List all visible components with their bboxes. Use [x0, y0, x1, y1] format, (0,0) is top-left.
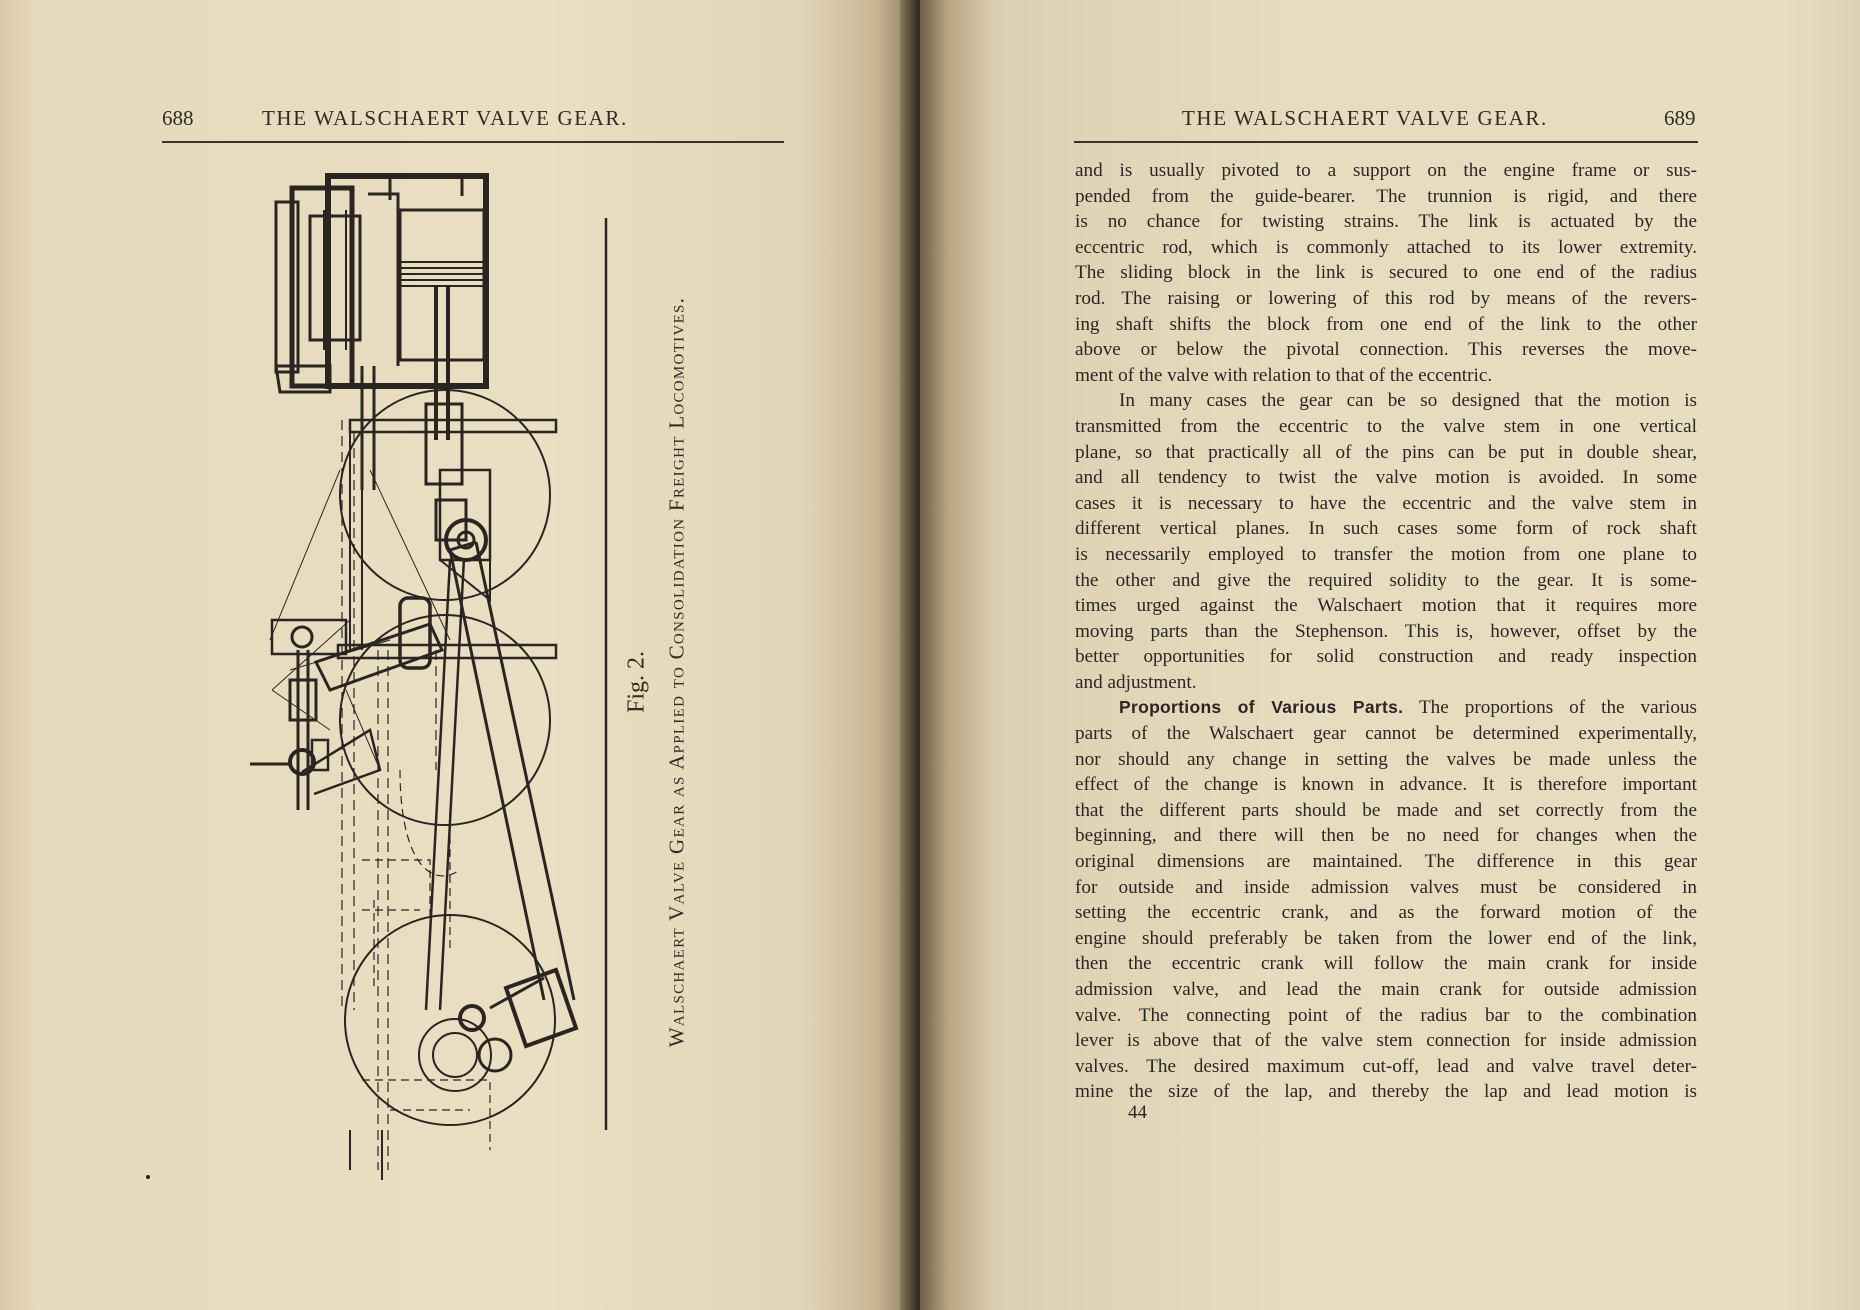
text-line: transmitted from the eccentric to the valve stem in one vertical: [1075, 415, 1697, 437]
left-page: [0, 0, 912, 1310]
text-line: mine the size of the lap, and thereby the lap and lead motion is: [1075, 1081, 1697, 1103]
text-line: The sliding block in the link is secured to one end of the radius: [1075, 262, 1697, 284]
text-line: original dimensions are maintained. The difference in this gear: [1075, 851, 1697, 873]
text-line: is necessarily employed to transfer the motion from one plane to: [1075, 543, 1697, 565]
hidden-frame-lines: [342, 420, 354, 1010]
driving-wheel-front: [340, 390, 550, 600]
text-line: pended from the guide-bearer. The trunnion is rigid, and there: [1075, 185, 1697, 207]
text-line: effect of the change is known in advance. It is therefore important: [1075, 774, 1697, 796]
text-line: nor should any change in setting the valves be made unless the: [1075, 748, 1697, 770]
text-line: beginning, and there will then be no need for changes when the: [1075, 825, 1697, 847]
text-line: then the eccentric crank will follow the main crank for inside: [1075, 953, 1697, 975]
valve-gear-drawing: [250, 170, 640, 1210]
text-line: and all tendency to twist the valve motion is avoided. In some: [1075, 467, 1697, 489]
text-line: engine should preferably be taken from the lower end of the link,: [1075, 927, 1697, 949]
right-running-head: THE WALSCHAERT VALVE GEAR.: [1182, 106, 1548, 130]
text-line: that the different parts should be made and set correctly from the: [1075, 799, 1697, 821]
text-line-with-heading: [1075, 695, 1697, 721]
right-page-number: 689: [1664, 106, 1696, 130]
figure-label: Fig. 2.: [623, 650, 650, 714]
text-line: above or below the pivotal connection. This reverses the move-: [1075, 339, 1697, 361]
text-line: setting the eccentric crank, and as the forward motion of the: [1075, 902, 1697, 924]
left-page-number: 688: [162, 106, 194, 130]
right-header-rule: [1074, 141, 1698, 143]
piston-rings: [400, 262, 484, 286]
text-line: and is usually pivoted to a support on the engine frame or sus-: [1075, 160, 1697, 181]
text-line: eccentric rod, which is commonly attached to its lower extremity.: [1075, 236, 1697, 258]
text-line: ment of the valve with relation to that of the eccentric.: [1075, 364, 1493, 386]
main-rod: [450, 542, 574, 1000]
text-run: The proportions of the various: [1418, 697, 1697, 719]
text-line: valve. The connecting point of the radius bar to the combination: [1075, 1004, 1697, 1026]
text-line: valves. The desired maximum cut-off, lead and valve travel deter-: [1075, 1055, 1697, 1077]
text-line: plane, so that practically all of the pins can be put in double shear,: [1075, 441, 1697, 463]
left-running-head: THE WALSCHAERT VALVE GEAR.: [262, 106, 628, 130]
figure-caption: Walschaert Valve Gear as Applied to Consolidation Freight Locomotives.: [664, 296, 689, 1048]
text-line: ing shaft shifts the block from one end of the link to the other: [1075, 313, 1697, 335]
signature-mark: 44: [1128, 1102, 1147, 1123]
text-line: In many cases the gear can be so designed that the motion is: [1119, 390, 1697, 412]
text-line: and adjustment.: [1075, 671, 1197, 693]
text-line: admission valve, and lead the main crank for outside admission: [1075, 979, 1697, 1000]
text-line: the other and give the required solidity to the gear. It is some-: [1075, 569, 1697, 591]
text-line: lever is above that of the valve stem connection for inside admission: [1075, 1030, 1697, 1052]
text-line: cases it is necessary to have the eccentric and the valve stem in: [1075, 492, 1697, 514]
stray-mark: [146, 1175, 150, 1179]
text-line: times urged against the Walschaert motion that it requires more: [1075, 595, 1697, 617]
text-line: different vertical planes. In such cases some form of rock shaft: [1075, 518, 1697, 540]
steam-chest: [292, 188, 352, 386]
text-line: parts of the Walschaert gear cannot be determined experimentally,: [1075, 723, 1697, 745]
text-line: moving parts than the Stephenson. This is, however, offset by the: [1075, 620, 1697, 642]
text-line: is no chance for twisting strains. The link is actuated by the: [1075, 211, 1697, 233]
body-text: [1075, 158, 1697, 1105]
text-line: for outside and inside admission valves must be considered in: [1075, 876, 1697, 898]
reversing-shaft: [250, 764, 290, 830]
section-heading: Proportions of Various Parts.: [1119, 697, 1404, 718]
left-header-rule: [162, 141, 784, 143]
text-line: rod. The raising or lowering of this rod by means of the revers-: [1075, 287, 1697, 309]
combination-lever: [298, 650, 308, 810]
text-line: better opportunities for solid construction and ready inspection: [1075, 646, 1697, 668]
